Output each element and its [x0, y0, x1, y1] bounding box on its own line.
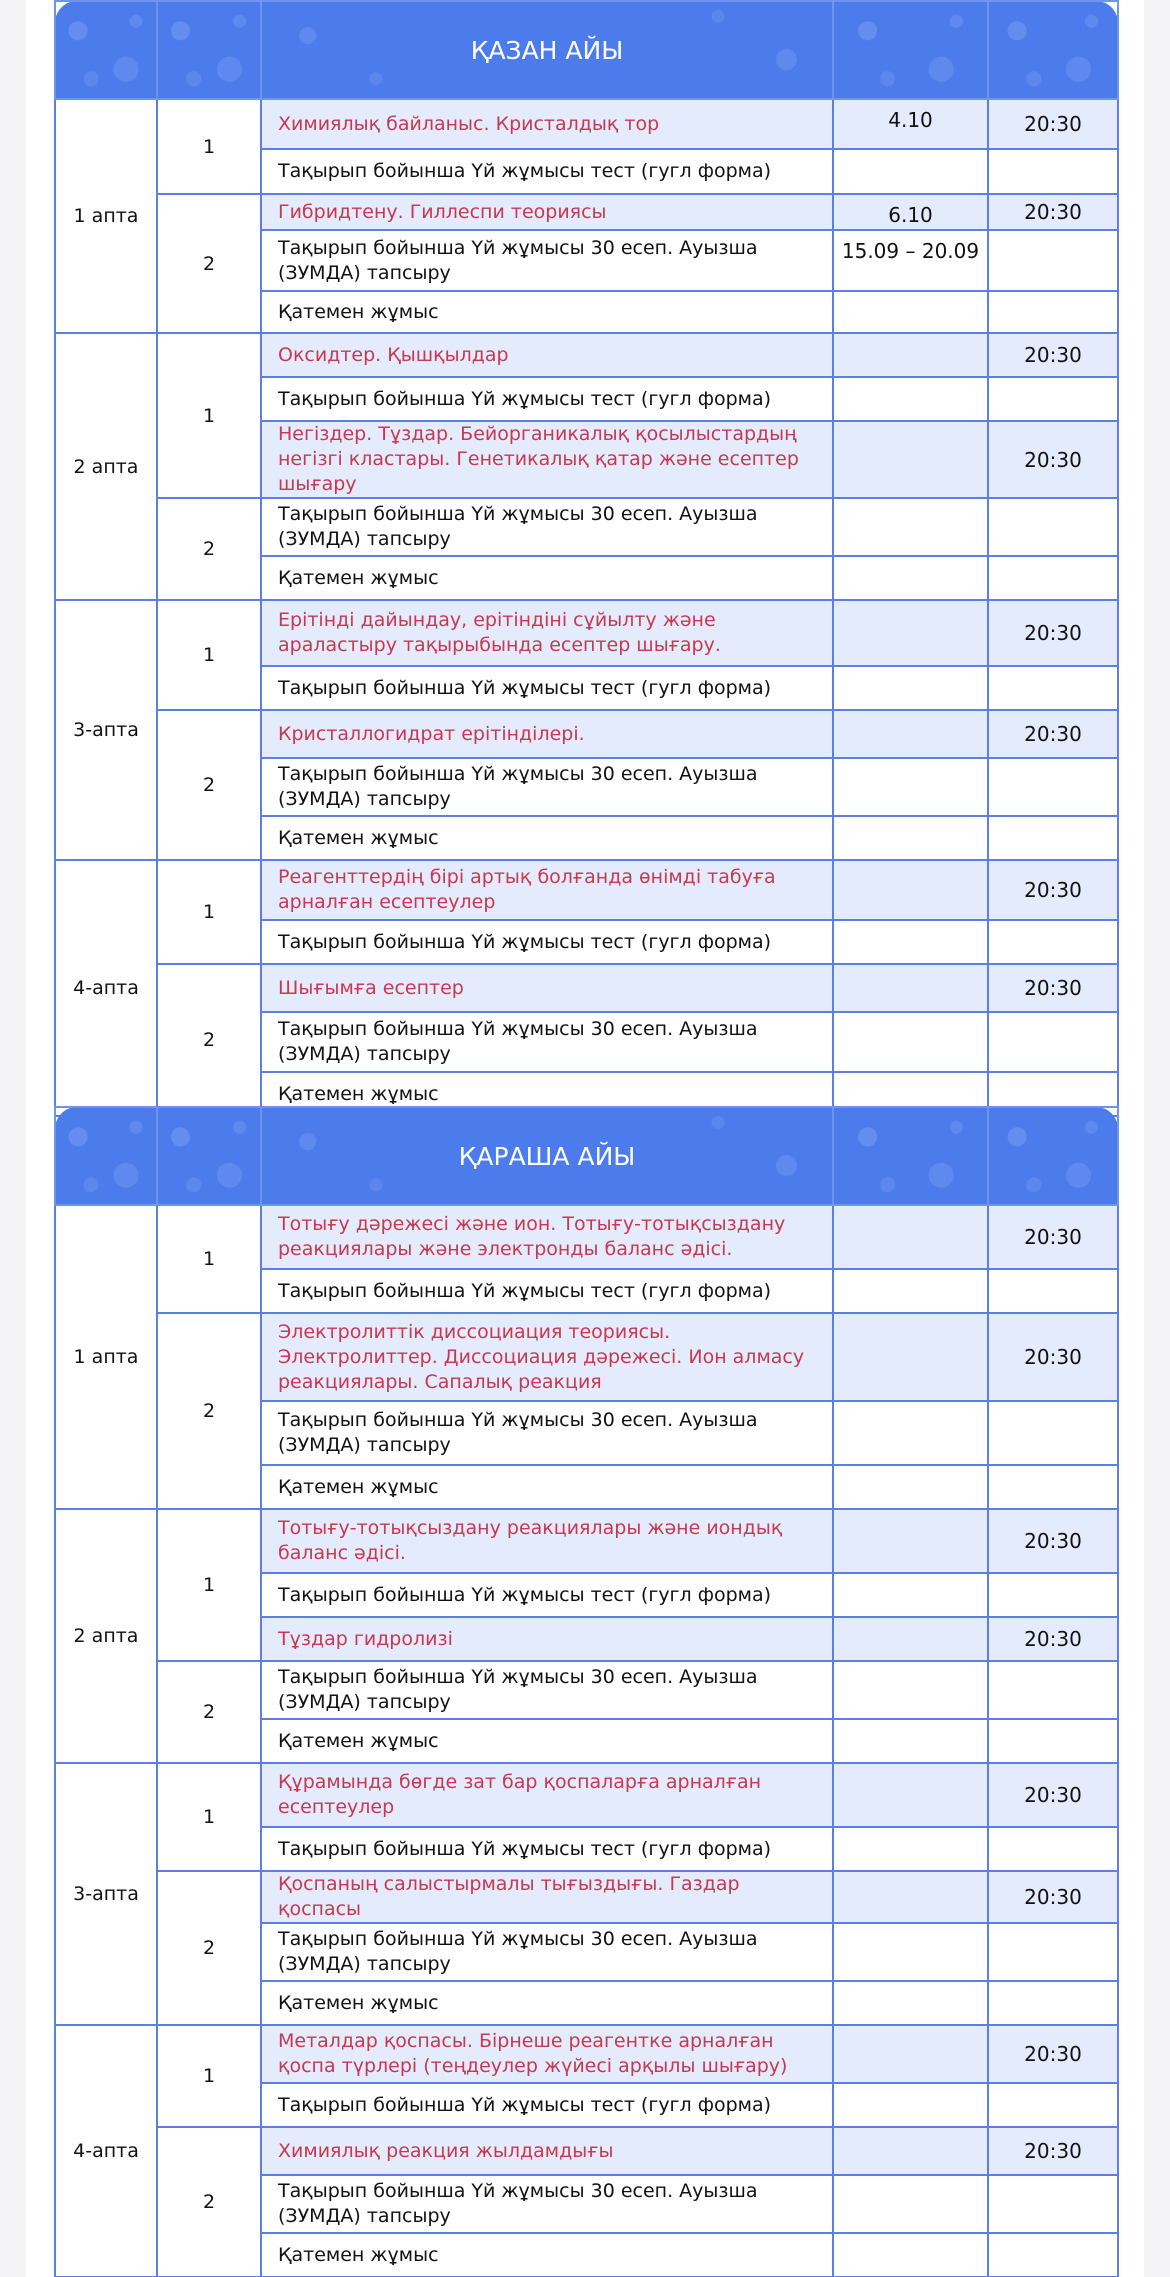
task-text: Тақырып бойынша Үй жұмысы тест (гугл форма)	[261, 377, 833, 421]
lesson-topic: Қоспаның салыстырмалы тығыздығы. Газдар қоспасы	[261, 1871, 833, 1923]
lesson-number: 2	[157, 1871, 261, 2025]
month-banner	[55, 1, 1118, 99]
november-schedule-table	[54, 1106, 1119, 2277]
banner-pattern-cell	[833, 1, 988, 99]
date-cell	[833, 421, 988, 498]
task-text: Тақырып бойынша Үй жұмысы 30 есеп. Ауызша (ЗУМДА) тапсыру	[261, 758, 833, 816]
time-cell: 20:30	[988, 2127, 1118, 2175]
time-cell: 20:30	[988, 1509, 1118, 1573]
lesson-topic: Тотығу дәрежесі және ион. Тотығу-тотықсыздану реакциялары және электронды баланс әдісі.	[261, 1205, 833, 1269]
time-cell: 20:30	[988, 194, 1118, 230]
month-banner	[55, 1107, 1118, 1205]
task-text: Тақырып бойынша Үй жұмысы тест (гугл форма)	[261, 1269, 833, 1313]
time-cell	[988, 149, 1118, 194]
date-cell	[833, 1401, 988, 1465]
date-cell	[833, 2083, 988, 2127]
schedule-row	[55, 1509, 1118, 1573]
lesson-number: 1	[157, 2025, 261, 2127]
task-text: Тақырып бойынша Үй жұмысы 30 есеп. Ауызша (ЗУМДА) тапсыру	[261, 2175, 833, 2233]
schedule-row	[55, 498, 1118, 556]
schedule-row	[55, 2127, 1118, 2175]
date-cell	[833, 2025, 988, 2083]
lesson-number: 2	[157, 710, 261, 860]
task-text: Тақырып бойынша Үй жұмысы тест (гугл форма)	[261, 2083, 833, 2127]
time-cell	[988, 1465, 1118, 1509]
october-schedule-table	[54, 0, 1119, 1117]
banner-pattern-cell	[157, 1, 261, 99]
time-cell	[988, 2233, 1118, 2277]
date-cell	[833, 600, 988, 666]
time-cell	[988, 758, 1118, 816]
time-cell: 20:30	[988, 1763, 1118, 1827]
date-cell	[833, 710, 988, 758]
date-cell	[833, 1871, 988, 1923]
lesson-topic: Кристаллогидрат ерітінділері.	[261, 710, 833, 758]
lesson-number: 1	[157, 333, 261, 498]
date-cell	[833, 291, 988, 333]
date-cell	[833, 2175, 988, 2233]
time-cell: 20:30	[988, 964, 1118, 1012]
task-text: Тақырып бойынша Үй жұмысы 30 есеп. Ауызша (ЗУМДА) тапсыру	[261, 1012, 833, 1072]
week-label: 2 апта	[55, 1509, 157, 1763]
time-cell	[988, 1719, 1118, 1763]
banner-pattern-cell	[988, 1107, 1118, 1205]
schedule-row	[55, 1763, 1118, 1827]
task-text: Тақырып бойынша Үй жұмысы тест (гугл форма)	[261, 1827, 833, 1871]
date-cell	[833, 1719, 988, 1763]
time-cell: 20:30	[988, 1205, 1118, 1269]
date-cell	[833, 1465, 988, 1509]
month-title: ҚАРАША АЙЫ	[261, 1107, 833, 1205]
task-text: Тақырып бойынша Үй жұмысы тест (гугл форма)	[261, 666, 833, 710]
time-cell	[988, 1923, 1118, 1981]
lesson-topic: Шығымға есептер	[261, 964, 833, 1012]
schedule-row	[55, 964, 1118, 1012]
date-cell	[833, 1573, 988, 1617]
date-cell	[833, 1981, 988, 2025]
task-text: Қатемен жұмыс	[261, 1981, 833, 2025]
task-text: Тақырып бойынша Үй жұмысы 30 есеп. Ауызша (ЗУМДА) тапсыру	[261, 1923, 833, 1981]
lesson-number: 1	[157, 99, 261, 194]
date-cell	[833, 816, 988, 860]
time-cell	[988, 556, 1118, 600]
schedule-row	[55, 1205, 1118, 1269]
time-cell	[988, 1269, 1118, 1313]
task-text: Қатемен жұмыс	[261, 1072, 833, 1116]
date-cell: 4.10	[833, 99, 988, 149]
schedule-row	[55, 194, 1118, 230]
lesson-topic: Химиялық реакция жылдамдығы	[261, 2127, 833, 2175]
date-cell	[833, 498, 988, 556]
schedule-row	[55, 2025, 1118, 2083]
time-cell	[988, 230, 1118, 291]
week-label: 3-апта	[55, 1763, 157, 2025]
time-cell	[988, 816, 1118, 860]
date-cell: 6.10	[833, 194, 988, 230]
time-cell: 20:30	[988, 1871, 1118, 1923]
task-text: Тақырып бойынша Үй жұмысы 30 есеп. Ауызша (ЗУМДА) тапсыру	[261, 230, 833, 291]
banner-pattern-cell	[988, 1, 1118, 99]
task-text: Қатемен жұмыс	[261, 2233, 833, 2277]
time-cell: 20:30	[988, 1617, 1118, 1661]
date-cell	[833, 2127, 988, 2175]
week-label: 4-апта	[55, 2025, 157, 2277]
lesson-number: 1	[157, 1205, 261, 1313]
date-cell	[833, 666, 988, 710]
week-label: 2 апта	[55, 333, 157, 600]
lesson-number: 2	[157, 964, 261, 1116]
lesson-topic: Металдар қоспасы. Бірнеше реагентке арналған қоспа түрлері (теңдеулер жүйесі арқылы шығару)	[261, 2025, 833, 2083]
schedule-row	[55, 99, 1118, 149]
time-cell: 20:30	[988, 1313, 1118, 1401]
task-text: Тақырып бойынша Үй жұмысы 30 есеп. Ауызша (ЗУМДА) тапсыру	[261, 1401, 833, 1465]
date-cell	[833, 556, 988, 600]
time-cell: 20:30	[988, 860, 1118, 920]
lesson-topic: Тұздар гидролизі	[261, 1617, 833, 1661]
time-cell: 20:30	[988, 99, 1118, 149]
date-cell	[833, 1012, 988, 1072]
schedule-row	[55, 710, 1118, 758]
task-text: Тақырып бойынша Үй жұмысы тест (гугл форма)	[261, 920, 833, 964]
lesson-topic: Электролиттік диссоциация теориясы. Электролиттер. Диссоциация дәрежесі. Ион алмасу реакциялары. Сапалық реакция	[261, 1313, 833, 1401]
task-text: Тақырып бойынша Үй жұмысы тест (гугл форма)	[261, 149, 833, 194]
task-text: Тақырып бойынша Үй жұмысы 30 есеп. Ауызша (ЗУМДА) тапсыру	[261, 498, 833, 556]
banner-pattern-cell	[157, 1107, 261, 1205]
schedule-page	[26, 0, 1144, 2277]
lesson-topic: Тотығу-тотықсыздану реакциялары және иондық баланс әдісі.	[261, 1509, 833, 1573]
time-cell	[988, 2083, 1118, 2127]
time-cell	[988, 1573, 1118, 1617]
lesson-topic: Гибридтену. Гиллеспи теориясы	[261, 194, 833, 230]
task-text: Тақырып бойынша Үй жұмысы тест (гугл форма)	[261, 1573, 833, 1617]
schedule-row	[55, 333, 1118, 377]
date-cell	[833, 758, 988, 816]
date-cell: 15.09 – 20.09	[833, 230, 988, 291]
schedule-row	[55, 1313, 1118, 1401]
date-cell	[833, 964, 988, 1012]
week-label: 4-апта	[55, 860, 157, 1116]
lesson-number: 2	[157, 2127, 261, 2277]
lesson-topic: Ерітінді дайындау, ерітіндіні сұйылту және араластыру тақырыбында есептер шығару.	[261, 600, 833, 666]
schedule-row	[55, 1661, 1118, 1719]
time-cell	[988, 377, 1118, 421]
lesson-number: 2	[157, 1661, 261, 1763]
task-text: Қатемен жұмыс	[261, 291, 833, 333]
lesson-topic: Химиялық байланыс. Кристалдық тор	[261, 99, 833, 149]
lesson-topic: Негіздер. Тұздар. Бейорганикалық қосылыстардың негізгі кластары. Генетикалық қатар және есептер шығару	[261, 421, 833, 498]
lesson-number: 1	[157, 600, 261, 710]
time-cell	[988, 1401, 1118, 1465]
date-cell	[833, 1617, 988, 1661]
lesson-number: 1	[157, 1509, 261, 1661]
lesson-topic: Құрамында бөгде зат бар қоспаларға арналған есептеулер	[261, 1763, 833, 1827]
banner-pattern-cell	[55, 1, 157, 99]
time-cell: 20:30	[988, 333, 1118, 377]
time-cell: 20:30	[988, 2025, 1118, 2083]
task-text: Қатемен жұмыс	[261, 1465, 833, 1509]
lesson-topic: Оксидтер. Қышқылдар	[261, 333, 833, 377]
week-label: 3-апта	[55, 600, 157, 860]
date-cell	[833, 1269, 988, 1313]
task-text: Қатемен жұмыс	[261, 1719, 833, 1763]
time-cell	[988, 291, 1118, 333]
week-label: 1 апта	[55, 99, 157, 333]
date-cell	[833, 333, 988, 377]
time-cell	[988, 1012, 1118, 1072]
lesson-topic: Реагенттердің бірі артық болғанда өнімді табуға арналған есептеулер	[261, 860, 833, 920]
date-cell	[833, 1205, 988, 1269]
schedule-row	[55, 860, 1118, 920]
time-cell: 20:30	[988, 710, 1118, 758]
date-cell	[833, 1827, 988, 1871]
time-cell	[988, 498, 1118, 556]
schedule-row	[55, 600, 1118, 666]
time-cell	[988, 666, 1118, 710]
time-cell	[988, 920, 1118, 964]
month-title: ҚАЗАН АЙЫ	[261, 1, 833, 99]
time-cell	[988, 1981, 1118, 2025]
date-cell	[833, 860, 988, 920]
lesson-number: 2	[157, 194, 261, 333]
task-text: Қатемен жұмыс	[261, 556, 833, 600]
task-text: Қатемен жұмыс	[261, 816, 833, 860]
lesson-number: 2	[157, 498, 261, 600]
date-cell	[833, 920, 988, 964]
lesson-number: 1	[157, 1763, 261, 1871]
time-cell	[988, 2175, 1118, 2233]
banner-pattern-cell	[55, 1107, 157, 1205]
date-cell	[833, 1763, 988, 1827]
date-cell	[833, 377, 988, 421]
date-cell	[833, 1661, 988, 1719]
banner-pattern-cell	[833, 1107, 988, 1205]
task-text: Тақырып бойынша Үй жұмысы 30 есеп. Ауызша (ЗУМДА) тапсыру	[261, 1661, 833, 1719]
date-cell	[833, 149, 988, 194]
lesson-number: 1	[157, 860, 261, 964]
time-cell: 20:30	[988, 421, 1118, 498]
time-cell: 20:30	[988, 600, 1118, 666]
lesson-number: 2	[157, 1313, 261, 1509]
week-label: 1 апта	[55, 1205, 157, 1509]
date-cell	[833, 1313, 988, 1401]
time-cell	[988, 1827, 1118, 1871]
schedule-row	[55, 1871, 1118, 1923]
time-cell	[988, 1661, 1118, 1719]
date-cell	[833, 1509, 988, 1573]
date-cell	[833, 2233, 988, 2277]
date-cell	[833, 1923, 988, 1981]
